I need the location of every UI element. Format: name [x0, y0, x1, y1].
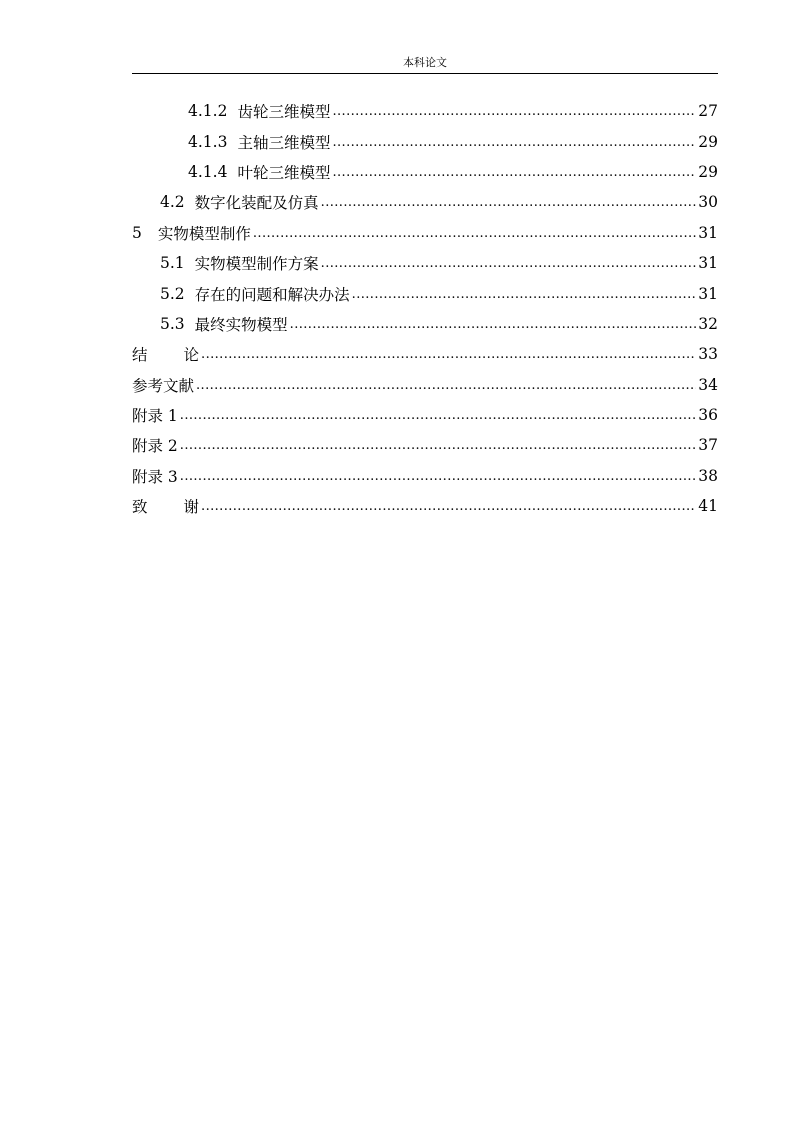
toc-entry-number: 4.2: [160, 193, 185, 212]
toc-entry-number: 5: [132, 223, 142, 242]
dot-leader: [332, 163, 696, 181]
dot-leader: [290, 315, 697, 333]
toc-entry[interactable]: [132, 218, 718, 248]
toc-entry-page: 31: [698, 284, 718, 303]
header-rule: [132, 73, 718, 74]
toc-entry-page: 27: [698, 102, 718, 121]
toc-entry-page: 33: [698, 345, 718, 364]
toc-entry[interactable]: [132, 430, 718, 460]
toc-entry-title: 结: [132, 346, 148, 365]
toc-entry-title: 主轴三维模型: [237, 133, 331, 152]
toc-entry-title: 致: [132, 498, 148, 517]
dot-leader: [253, 224, 696, 242]
toc-entry-number: 5.1: [160, 254, 185, 273]
toc-entry-page: 29: [698, 162, 718, 181]
toc-entry-title: 实物模型制作方案: [194, 255, 319, 274]
toc-entry[interactable]: [132, 461, 718, 491]
toc-entry-title: 实物模型制作: [157, 224, 251, 243]
dot-leader: [321, 254, 697, 272]
toc-entry[interactable]: [132, 339, 718, 369]
toc-entry[interactable]: [132, 400, 718, 430]
dot-leader: [196, 376, 696, 394]
toc-entry-title: 论: [183, 346, 200, 365]
toc-entry-page: 37: [698, 436, 718, 455]
toc-entry[interactable]: [132, 187, 718, 217]
table-of-contents: [132, 96, 718, 521]
toc-entry-page: 30: [698, 193, 718, 212]
toc-entry-title: 附录 3: [132, 467, 178, 486]
dot-leader: [201, 345, 696, 363]
toc-entry-title: 数字化装配及仿真: [194, 194, 319, 213]
toc-entry-title: 谢: [183, 498, 200, 517]
toc-entry-title: 附录 2: [132, 437, 178, 456]
dot-leader: [332, 102, 696, 120]
toc-entry[interactable]: [132, 126, 718, 156]
dot-leader: [332, 133, 696, 151]
dot-leader: [201, 497, 696, 515]
toc-entry-page: 31: [698, 254, 718, 273]
dot-leader: [321, 193, 697, 211]
toc-entry-page: 41: [698, 497, 718, 516]
toc-entry[interactable]: [132, 278, 718, 308]
page-header: 本科论文: [403, 56, 447, 69]
dot-leader: [180, 406, 696, 424]
toc-entry[interactable]: [132, 157, 718, 187]
toc-entry[interactable]: [132, 248, 718, 278]
toc-entry-page: 31: [698, 223, 718, 242]
toc-entry-title: 齿轮三维模型: [237, 103, 331, 122]
toc-entry-number: 4.1.4: [188, 162, 228, 181]
dot-leader: [180, 467, 696, 485]
toc-entry-title: 最终实物模型: [194, 315, 288, 334]
toc-entry[interactable]: [132, 96, 718, 126]
toc-entry[interactable]: [132, 491, 718, 521]
toc-entry-page: 29: [698, 132, 718, 151]
toc-entry-title: 存在的问题和解决办法: [194, 285, 350, 304]
toc-entry-page: 38: [698, 466, 718, 485]
toc-entry-number: 5.2: [160, 284, 185, 303]
toc-entry-title: 参考文献: [132, 376, 195, 395]
dot-leader: [352, 285, 697, 303]
toc-entry-title: 叶轮三维模型: [237, 163, 331, 182]
dot-leader: [180, 436, 696, 454]
toc-entry[interactable]: [132, 370, 718, 400]
toc-entry-number: 5.3: [160, 314, 185, 333]
toc-entry-page: 36: [698, 406, 718, 425]
toc-entry-page: 34: [698, 375, 718, 394]
toc-entry-number: 4.1.3: [188, 132, 228, 151]
toc-entry-title: 附录 1: [132, 407, 178, 426]
toc-entry-page: 32: [698, 314, 718, 333]
toc-entry-number: 4.1.2: [188, 102, 228, 121]
toc-entry[interactable]: [132, 309, 718, 339]
